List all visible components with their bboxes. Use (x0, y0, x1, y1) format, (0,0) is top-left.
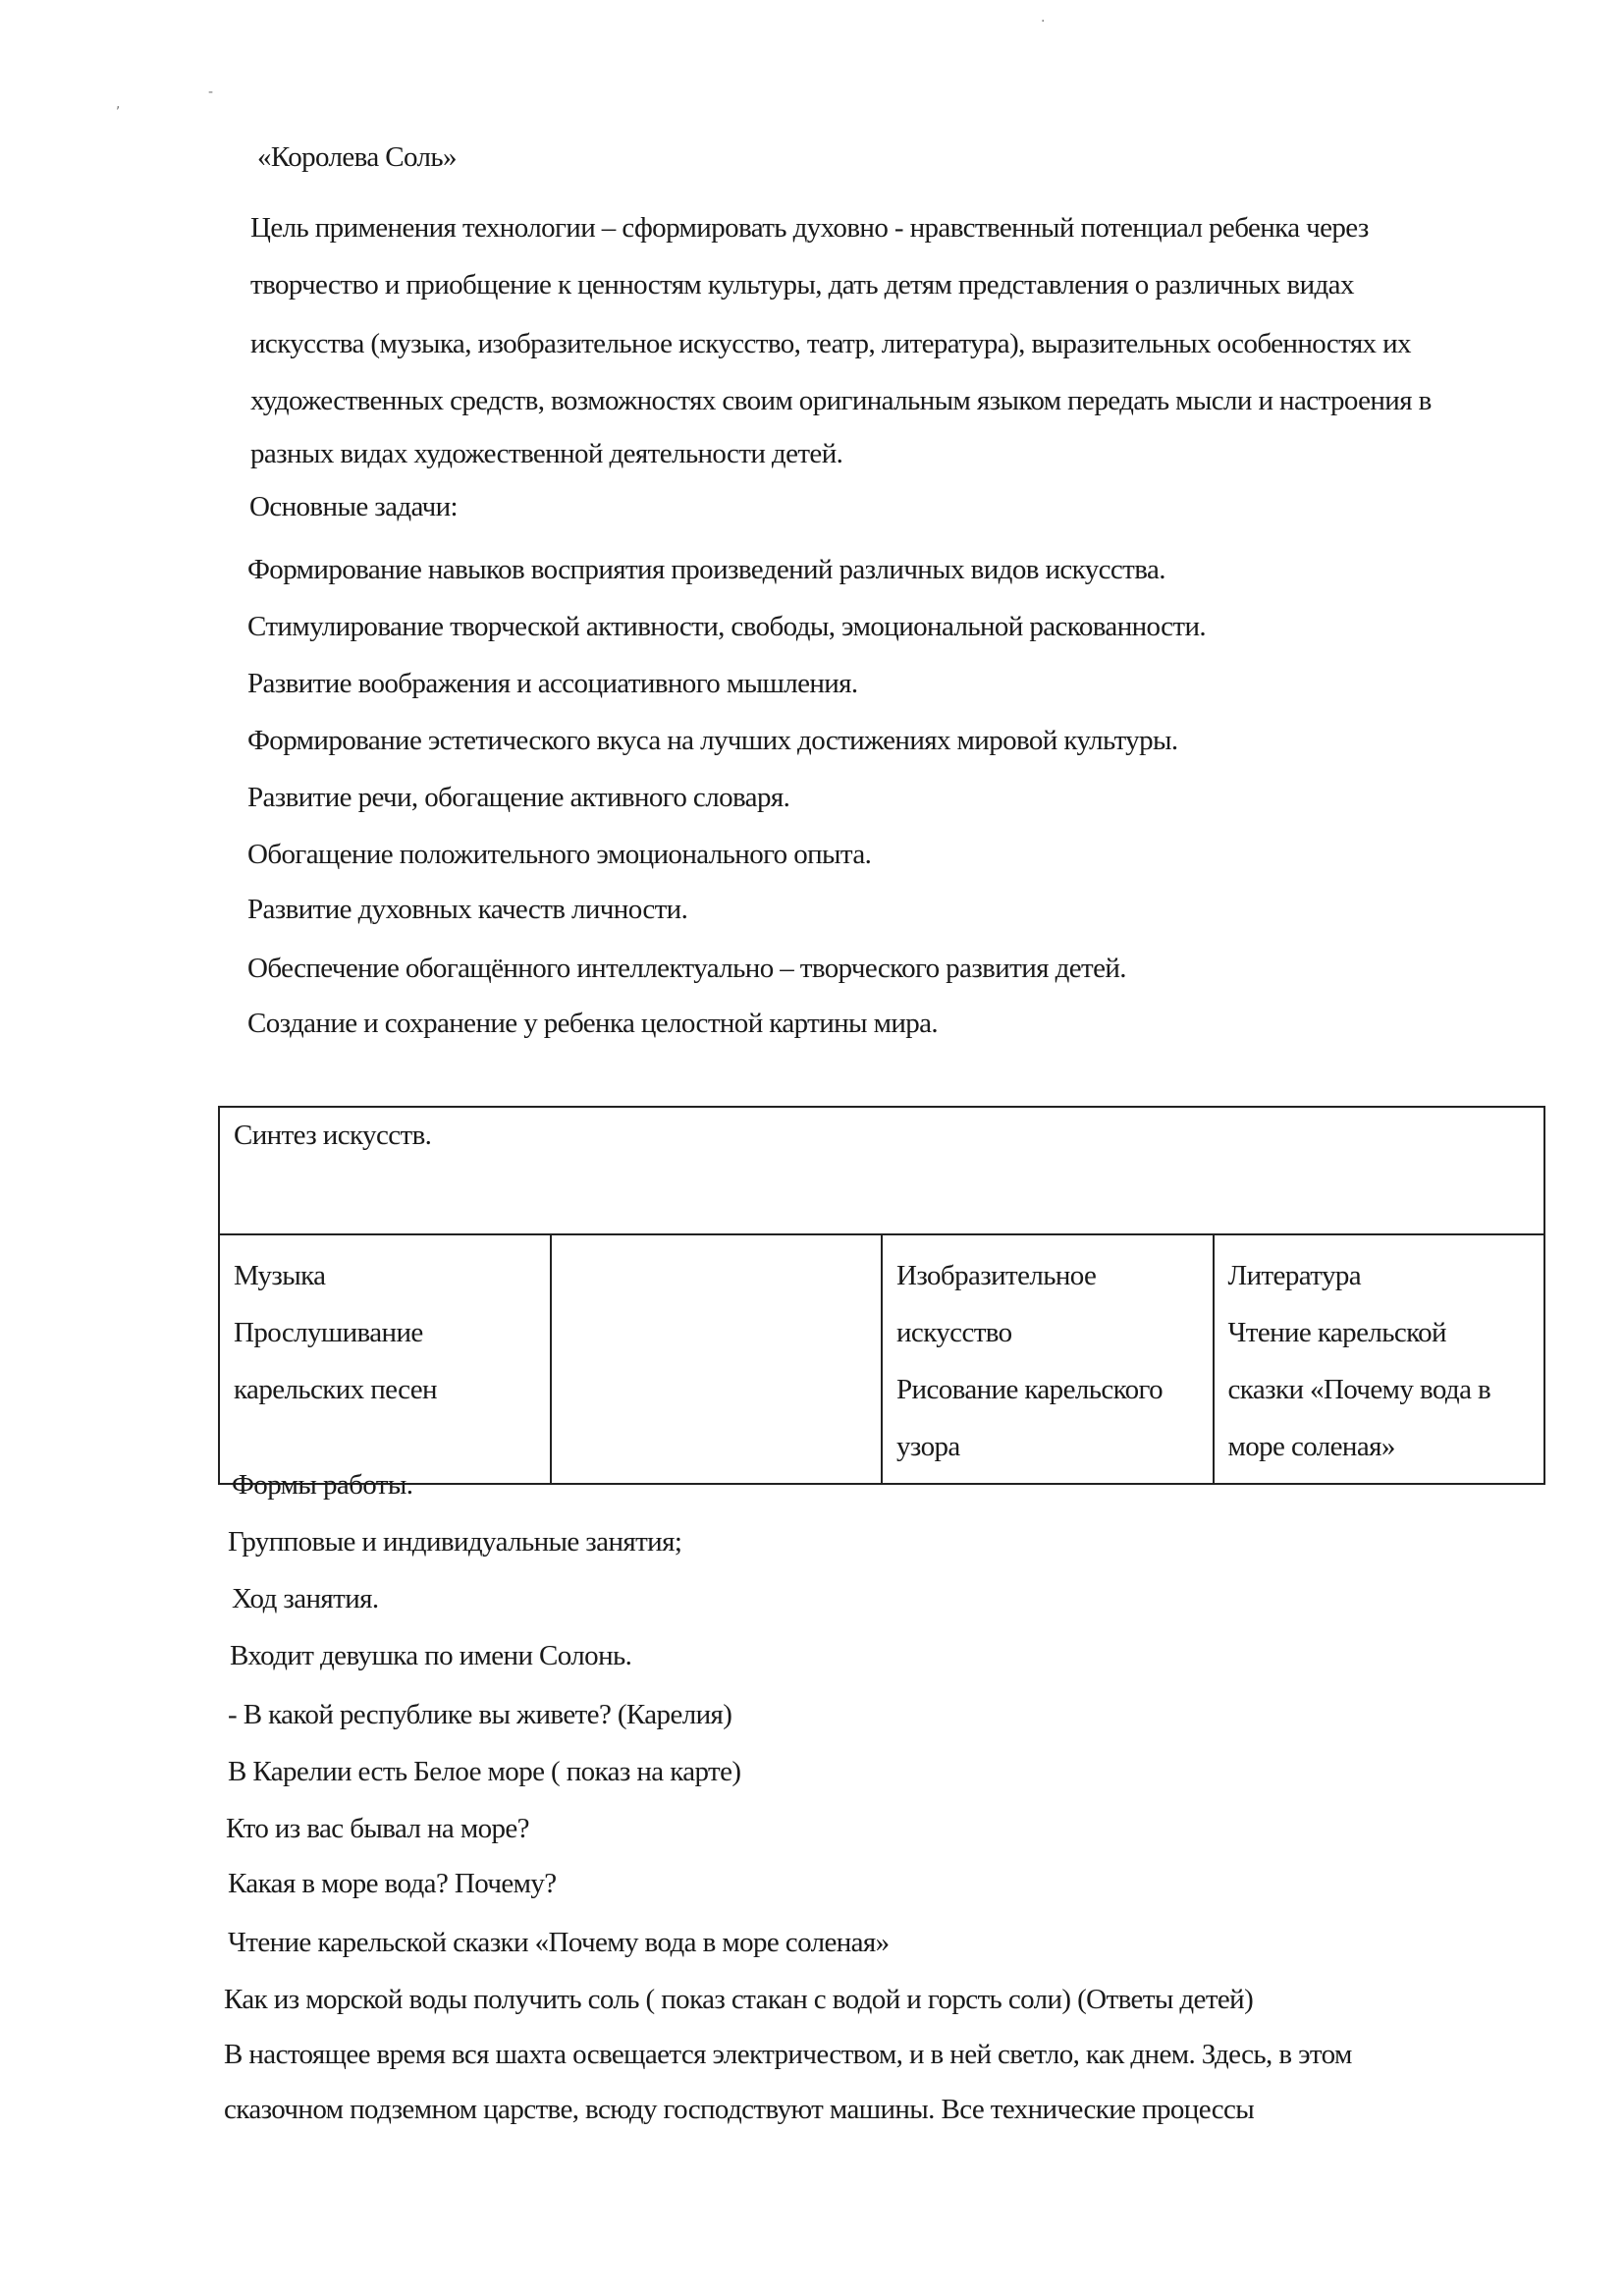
task-item: Развитие духовных качеств личности. (247, 894, 688, 925)
cell-line: Рисование карельского (896, 1374, 1164, 1405)
section-line: Кто из вас бывал на море? (226, 1813, 529, 1844)
document-title: «Королева Соль» (257, 141, 457, 173)
table-header-row (219, 1107, 1544, 1234)
section-line: Ход занятия. (232, 1583, 379, 1614)
cell-line: искусство (896, 1317, 1012, 1348)
music-cell (219, 1234, 551, 1484)
synthesis-table (218, 1106, 1545, 1485)
cell-line: карельских песен (234, 1374, 437, 1405)
cell-line: Литература (1227, 1260, 1362, 1291)
section-line: В Карелии есть Белое море ( показ на карте) (228, 1756, 741, 1787)
task-item: Формирование эстетического вкуса на лучших достижениях мировой культуры. (247, 725, 1178, 756)
task-item: Стимулирование творческой активности, свободы, эмоциональной раскованности. (247, 611, 1207, 642)
table-header-cell: Синтез искусств. (219, 1107, 1544, 1234)
purpose-line: творчество и приобщение к ценностям культуры, дать детям представления о различных видах (250, 269, 1354, 301)
table-row (219, 1234, 1544, 1484)
section-line: Входит девушка по имени Солонь. (230, 1640, 632, 1671)
purpose-line: разных видах художественной деятельности детей. (250, 438, 843, 469)
cell-line: узора (896, 1431, 960, 1462)
section-line: Как из морской воды получить соль ( показ стакан с водой и горсть соли) (Ответы детей) (224, 1984, 1254, 2015)
visual-art-cell (882, 1234, 1214, 1484)
cell-line: море соленая» (1227, 1431, 1395, 1462)
purpose-line: художественных средств, возможностях своим оригинальным языком передать мысли и настроения в (250, 385, 1432, 416)
scan-speck: · (1041, 14, 1046, 29)
task-item: Создание и сохранение у ребенка целостной картины мира. (247, 1008, 939, 1039)
cell-line: Музыка (234, 1260, 326, 1291)
cell-line: сказки «Почему вода в (1227, 1374, 1491, 1405)
section-line: Групповые и индивидуальные занятия; (228, 1526, 682, 1558)
tasks-heading: Основные задачи: (249, 491, 459, 522)
scan-speck: - (208, 84, 214, 100)
purpose-line: искусства (музыка, изобразительное искусство, театр, литература), выразительных особенностях их (250, 328, 1411, 359)
section-line: Чтение карельской сказки «Почему вода в море соленая» (228, 1927, 890, 1958)
empty-cell (551, 1234, 883, 1484)
task-item: Развитие речи, обогащение активного словаря. (247, 782, 790, 813)
cell-line: Чтение карельской (1227, 1317, 1446, 1348)
task-item: Обеспечение обогащённого интеллектуально – творческого развития детей. (247, 953, 1126, 984)
section-line: Формы работы. (232, 1469, 413, 1501)
section-line: - В какой республике вы живете? (Карелия) (228, 1699, 732, 1730)
literature-cell (1214, 1234, 1545, 1484)
task-item: Формирование навыков восприятия произведений различных видов искусства. (247, 554, 1165, 585)
task-item: Обогащение положительного эмоционального опыта. (247, 839, 872, 870)
purpose-line: Цель применения технологии – сформировать духовно - нравственный потенциал ребенка через (250, 212, 1369, 244)
section-line: сказочном подземном царстве, всюду господствуют машины. Все технические процессы (224, 2094, 1255, 2125)
section-line: В настоящее время вся шахта освещается электричеством, и в ней светло, как днем. Здесь, в этом (224, 2039, 1352, 2070)
scan-speck: , (116, 96, 121, 112)
task-item: Развитие воображения и ассоциативного мышления. (247, 668, 858, 699)
cell-line: Прослушивание (234, 1317, 423, 1348)
cell-line: Изобразительное (896, 1260, 1097, 1291)
section-line: Какая в море вода? Почему? (228, 1868, 557, 1899)
